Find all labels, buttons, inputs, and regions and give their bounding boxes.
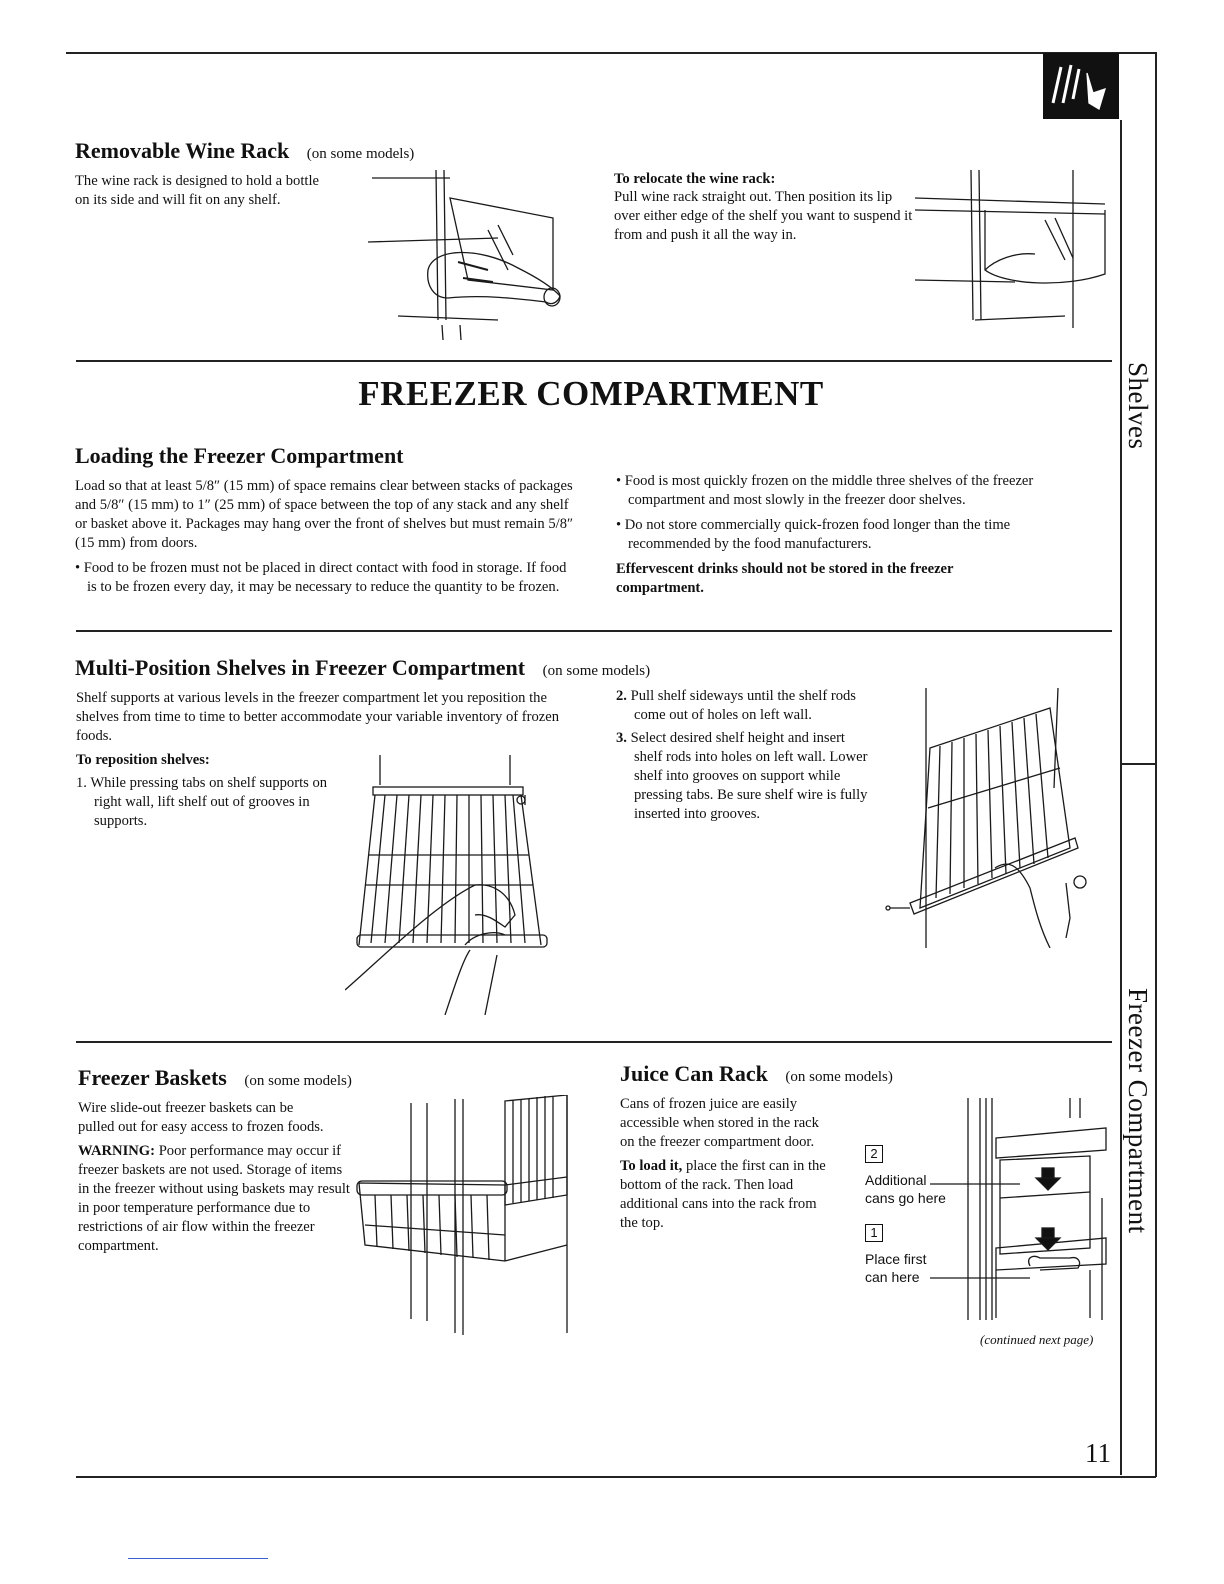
wine-rack-note: (on some models) [306,146,415,162]
inner-border [1120,120,1122,1475]
callout-1-line-2: can here [865,1269,920,1285]
callout-1-line-1: Place first [865,1251,927,1267]
footer-link-rule [128,1558,268,1559]
shelf-lift-illustration [345,755,555,1015]
step-3: 3. Select desired shelf height and insert shelf rods into holes on left wall. Lower shelf into grooves on support while pressing tabs. Be sure shelf wire is fully inserted into grooves. [616,730,868,822]
loading-bullet-2: • Food is most quickly frozen on the middle three shelves of the freezer compartment and most slowly in the freezer door shelves. [616,473,1034,508]
effervescent-warning: Effervescent drinks should not be stored in the freezer compartment. [616,561,954,596]
steps-heading: To reposition shelves: [76,752,210,768]
section-title: FREEZER COMPARTMENT [358,374,824,413]
right-border [1155,52,1157,1477]
rule-1 [76,360,1112,362]
wine-rack-relocate-illustration [915,170,1110,330]
baskets-desc: Wire slide-out freezer baskets can be pulled out for easy access to frozen foods. [78,1100,324,1135]
top-rule [66,52,1156,54]
tab-divider [1120,763,1156,765]
callout-1-label [865,1250,926,1286]
wine-rack-desc: The wine rack is designed to hold a bottle on its side and will fit on any shelf. [75,173,319,208]
tab-shelves: Shelves [1123,362,1153,450]
wine-rack-title: Removable Wine Rack (on some models) [75,138,415,163]
multi-intro: Shelf supports at various levels in the freezer compartment let you reposition the shelves from time to time to better accommodate your variable inventory of frozen foods. [76,690,560,744]
juice-desc: Cans of frozen juice are easily accessible when stored in the rack on the freezer compartment door. [620,1096,819,1150]
multi-note: (on some models) [542,663,651,679]
relocate-text: Pull wine rack straight out. Then position its lip over either edge of the shelf you want to suspend it from and push it all the way in. [614,189,913,243]
juice-note: (on some models) [785,1069,893,1085]
callout-2-line-1: Additional [865,1172,927,1188]
tab-freezer-compartment: Freezer Compartment [1123,988,1153,1234]
relocate-heading: To relocate the wine rack: [614,171,776,187]
baskets-column [78,1099,350,1256]
loading-title: Loading the Freezer Compartment [75,443,404,468]
wine-rack-illustration [368,170,568,340]
step-2: 2. Pull shelf sideways until the shelf rods come out of holes on left wall. [616,688,856,723]
callout-1-badge: 1 [865,1224,883,1242]
multi-right-column [616,687,876,824]
shelf-reposition-illustration [880,688,1090,948]
freezer-basket-illustration [355,1095,575,1335]
multi-title: Multi-Position Shelves in Freezer Compartment (on some models) [75,655,651,680]
juice-load: To load it, place the first can in the bottom of the rack. Then load additional cans into the rack from the top. [620,1158,826,1231]
loading-bullet-1: • Food to be frozen must not be placed in direct contact with food in storage. If food is to be frozen every day, it may be necessary to reduce the quantity to be frozen. [75,560,567,595]
rule-3 [76,1041,1112,1043]
step-1: 1. While pressing tabs on shelf supports on right wall, lift shelf out of grooves in supports. [76,775,328,829]
loading-right-column [616,472,1096,598]
hand-pointer-icon [1043,53,1119,119]
rule-2 [76,630,1112,632]
bottom-rule [76,1476,1156,1478]
callout-2-badge: 2 [865,1145,883,1163]
loading-bullet-3: • Do not store commercially quick-frozen food longer than the time recommended by the food manufacturers. [616,517,1011,552]
baskets-title: Freezer Baskets (on some models) [78,1065,352,1090]
page-number: 11 [1085,1438,1111,1468]
callout-2-line-2: cans go here [865,1190,946,1206]
baskets-note: (on some models) [244,1073,352,1089]
juice-column [620,1095,835,1233]
loading-para: Load so that at least 5/8″ (15 mm) of space remains clear between stacks of packages and 5/8″ (15 mm) to 1″ (25 mm) of space between the top of any stack and any shelf or basket above it. Packages may hang over the front of shelves but must remain 5/8″ (15 mm) from doors. [75,478,574,551]
baskets-warning: WARNING: Poor performance may occur if freezer baskets are not used. Storage of items in the freezer without using baskets may result in poor temperature performance due to restrictions of air flow within the freezer compartment. [78,1143,350,1254]
juice-rack-illustration [930,1098,1110,1323]
juice-title: Juice Can Rack (on some models) [620,1061,893,1086]
loading-left-column [75,477,575,597]
continued-note: (continued next page) [980,1332,1094,1347]
